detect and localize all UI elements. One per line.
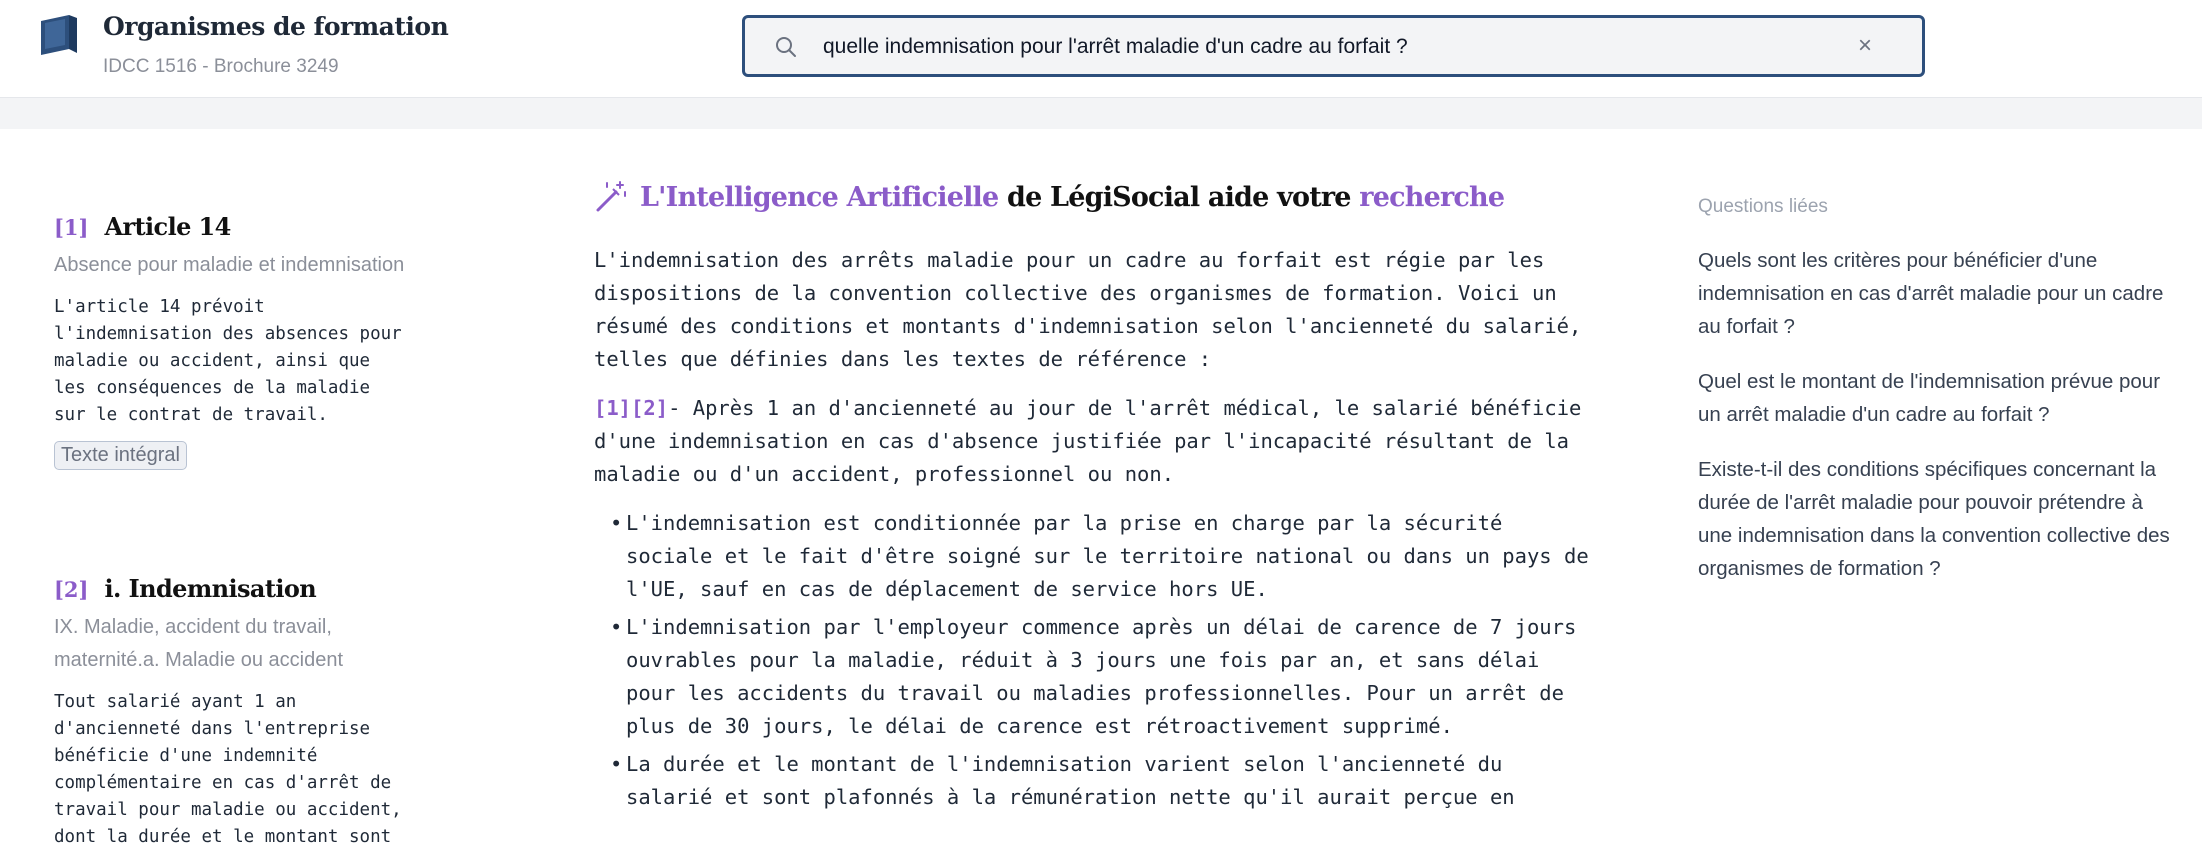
clear-search-icon[interactable]: × [1857,32,1872,59]
related-title: Questions liées [1698,196,1828,217]
reference-subtitle: Absence pour maladie et indemnisation [54,254,405,276]
ai-paragraph [594,392,1594,491]
ai-intro: L'indemnisation des arrêts maladie pour un cadre au forfait est régie par les dispositions de la convention collective des organismes de formation. Voici un résumé des conditions et montants d'indemnisation selon l'ancienneté du salarié, telles que définies dans les textes de référence : [594,248,1582,371]
reference-summary: Tout salarié ayant 1 an d'ancienneté dans l'entreprise bénéficie d'une indemnité complémentaire en cas d'arrêt de travail pour maladie ou accident, dont la durée et le montant sont [54,692,402,847]
reference-subtitle: IX. Maladie, accident du travail, maternité.a. Maladie ou accident [54,616,344,671]
related-question[interactable]: Quels sont les critères pour bénéficier d'une indemnisation en cas d'arrêt maladie pour un cadre au forfait ? [1698,249,2164,338]
reference-title[interactable]: i. Indemnisation [104,574,317,603]
ai-title-part3: recherche [1359,181,1505,213]
list-item [610,507,1594,606]
ai-answer [594,244,1594,819]
brand-title[interactable]: Organismes de formation [103,12,449,41]
ai-heading [594,180,1504,214]
ai-bullet-list [594,507,1594,814]
related-questions [1698,196,2178,585]
reference-card-2 [54,574,454,851]
book-logo-icon[interactable] [39,15,79,57]
list-item [610,748,1594,814]
header-divider-band [0,98,2202,129]
brand-subtitle: IDCC 1516 - Brochure 3249 [103,56,339,77]
list-item [610,611,1594,743]
full-text-button[interactable]: Texte intégral [54,441,187,470]
list-item-text: • La durée et le montant de l'indemnisation varient selon l'ancienneté du salarié et sont plafonnés à la rémunération nette qu'il aurait perçue en [626,752,1515,809]
ai-title-part1: L'Intelligence Artificielle [640,181,999,213]
reference-card-1 [54,212,454,470]
reference-title[interactable]: Article 14 [104,212,231,241]
list-item-text: • L'indemnisation par l'employeur commence après un délai de carence de 7 jours ouvrables pour la maladie, réduit à 3 jours une fois par an, et sans délai pour les accidents du travail ou maladies professionnelles. Pour un arrêt de plus de 30 jours, le délai de carence est rétroactivement supprimé. [626,615,1577,738]
search-box[interactable] [742,15,1925,77]
reference-number[interactable]: [1] [54,215,89,240]
header [0,0,2202,98]
search-input[interactable] [821,28,1825,66]
magic-wand-icon [594,180,628,214]
list-item-text: • L'indemnisation est conditionnée par la prise en charge par la sécurité sociale et le fait d'être soigné sur le territoire national ou dans un pays de l'UE, sauf en cas de déplacement de service hors UE. [626,511,1589,601]
reference-summary: L'article 14 prévoit l'indemnisation des absences pour maladie ou accident, ainsi que les conséquences de la maladie sur le contrat de travail. [54,297,402,425]
search-icon [775,36,797,58]
related-question[interactable]: Quel est le montant de l'indemnisation prévue pour un arrêt maladie d'un cadre au forfait ? [1698,370,2161,426]
reference-number[interactable]: [2] [54,577,89,602]
ai-title-part2: de LégiSocial aide votre [998,181,1360,213]
reference-link[interactable]: [1][2] [594,396,669,420]
related-question[interactable]: Existe-t-il des conditions spécifiques concernant la durée de l'arrêt maladie pour pouvoir prétendre à une indemnisation dans la convention collective des organismes de formation ? [1698,458,2170,580]
ai-paragraph-text: - Après 1 an d'ancienneté au jour de l'arrêt médical, le salarié bénéficie d'une indemnisation en cas d'absence justifiée par l'incapacité résultant de la maladie ou d'un accident, professionnel ou non. [594,396,1582,486]
